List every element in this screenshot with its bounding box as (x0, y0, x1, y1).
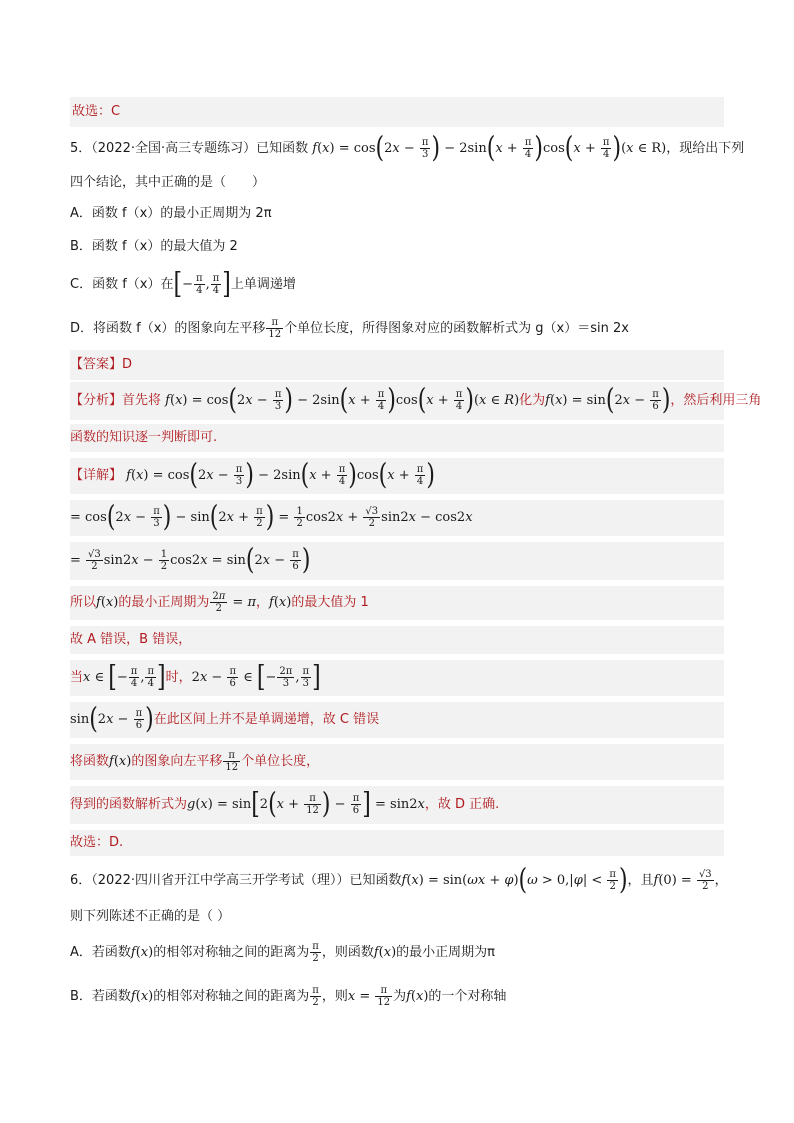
q6-option-b-mid2: ，则 (321, 989, 348, 1004)
when-mid: 时， (165, 670, 192, 685)
analysis-mid: 化为 (519, 393, 546, 408)
q6-option-a: A．若函数f(x)的相邻对称轴之间的距离为 $\frac{\pi}{2}$ ，则函数f(x)的最小正周期为π (70, 941, 495, 964)
period-pre: 所以 (70, 595, 97, 610)
not-mono-text: 在此区间上并不是单调递增，故 C 错误 (153, 712, 380, 727)
q5-option-d-post: 个单位长度，所得图象对应的函数解析式为 g（x）＝sin 2x (284, 321, 629, 336)
q6-lead: 6．（2022·四川省开江中学高三开学考试（理））已知函数 (70, 873, 402, 888)
q5-detail-3: = $\frac{√3}{2}$ sin2x − $\frac{1}{2}$ cos2x = sin(2x − $\frac{\pi}{6}$ ) (70, 542, 724, 580)
q5-line2-text: 四个结论，其中正确的是（ ） (70, 175, 266, 190)
q5-option-a (70, 203, 724, 225)
q5-function: f(x) = cos(2x − $\frac{\pi}{3}$ ) − 2sin(x + $\frac{\pi}{4}$ )cos(x + $\frac{\pi}{4}$ )(x ∈ R) (312, 131, 667, 165)
period-mid: 的最小正周期为 (118, 595, 210, 610)
result-pre: 得到的函数解析式为 (70, 797, 188, 812)
q5-option-b (70, 236, 724, 258)
q6-option-a-mid2: ，则函数 (321, 945, 374, 960)
max-text: 的最大值为 1 (291, 595, 369, 610)
q6-option-b-post: 为 (393, 989, 407, 1004)
when-pre: 当 (70, 670, 84, 685)
q5-detail-2: = cos(2x − $\frac{\pi}{3}$ ) − sin(2x + $\frac{\pi}{2}$ ) = $\frac{1}{2}$ cos2x + $\frac{√3}{2}$ sin2x − cos2x (70, 500, 724, 536)
q6-stem-line2 (70, 906, 724, 928)
q5-detail-period: 所以f(x)的最小正周期为 $\frac{2\pi}{2}$ = π，f(x)的最大值为 1 (70, 586, 724, 620)
analysis-line2-text: 函数的知识逐一判断即可. (70, 430, 218, 445)
prev-answer-text: 故选：C (72, 104, 121, 119)
q6-option-b: B．若函数f(x)的相邻对称轴之间的距离为 $\frac{\pi}{2}$ ，则x = $\frac{\pi}{12}$ 为f(x)的一个对称轴 (70, 985, 507, 1008)
q6-option-b-mid: 的相邻对称轴之间的距离为 (153, 989, 310, 1004)
q5-analysis: 【分析】首先将 f(x) = cos(2x − $\frac{\pi}{3}$ ) − 2sin(x + $\frac{\pi}{4}$ )cos(x + $\frac{\pi}{4}$ )(x ∈ R)化为f(x) = sin(2x − $\frac{\pi}{6}$ )，然后利用三角 (70, 382, 724, 420)
shift-post: 个单位长度， (241, 754, 320, 769)
q6-option-a-post: 的最小正周期为π (396, 945, 495, 960)
q5-final (70, 830, 724, 856)
q5-detail-result: 得到的函数解析式为g(x) = sin[2(x + $\frac{\pi}{12}$ ) − $\frac{\pi}{6}$ ] = sin2x，故 D 正确. (70, 786, 724, 824)
q5-option-d-pre: D．将函数 f（x）的图象向左平移 (70, 321, 266, 336)
answer-tag: 【答案】 (70, 357, 123, 372)
q5-option-a-text: A．函数 f（x）的最小正周期为 2π (70, 206, 272, 221)
period-post: ， (256, 595, 270, 610)
answer-value: D (122, 357, 133, 372)
wrong-ab-text: 故 A 错误，B 错误， (70, 632, 192, 647)
analysis-tag: 【分析】 (70, 393, 123, 408)
q5-option-b-text: B．函数 f（x）的最大值为 2 (70, 239, 238, 254)
q6-option-b-pre: B．若函数 (70, 989, 131, 1004)
q5-option-c (70, 267, 724, 301)
q6-stem: 6．（2022·四川省开江中学高三开学考试（理））已知函数f(x) = sin(ωx + φ)(ω > 0,|φ| < $\frac{\pi}{2}$ )，且f(0) = $\frac{√3}{2}$ ， (70, 863, 728, 897)
q6-option-b-end: 的一个对称轴 (428, 989, 507, 1004)
final-text: 故选：D. (70, 835, 124, 850)
q5-option-c-interval: [− $\frac{\pi}{4}$ , $\frac{\pi}{4}$ ] (173, 267, 231, 301)
q6-line2-text: 则下列陈述不正确的是（ ） (70, 909, 231, 924)
q5-stem-line2 (70, 172, 724, 194)
q5-detail-1: 【详解】 f(x) = cos(2x − $\frac{\pi}{3}$ ) − 2sin(x + $\frac{\pi}{4}$ )cos(x + $\frac{\pi}{4}$ ) (70, 458, 724, 494)
analysis-post: ，然后利用三角 (670, 393, 762, 408)
q6-option-a-mid: 的相邻对称轴之间的距离为 (153, 945, 310, 960)
q5-analysis-line2 (70, 424, 724, 452)
q5-detail-shift: 将函数f(x)的图象向左平移 $\frac{\pi}{12}$ 个单位长度， (70, 744, 724, 780)
q5-detail-not-mono: sin(2x − $\frac{\pi}{6}$ )在此区间上并不是单调递增，故 C 错误 (70, 702, 724, 738)
q5-option-c-post: 上单调递增 (230, 277, 296, 292)
q5-answer (70, 350, 724, 380)
prev-answer (70, 97, 724, 127)
result-post: ，故 D 正确. (424, 797, 500, 812)
detail-tag: 【详解】 (70, 468, 123, 483)
shift-pre: 将函数 (70, 754, 110, 769)
q5-option-d: D．将函数 f（x）的图象向左平移 $\frac{\pi}{12}$ 个单位长度，所得图象对应的函数解析式为 g（x）＝sin 2x (70, 317, 629, 340)
shift-mid: 的图象向左平移 (131, 754, 223, 769)
q5-lead: 5．（2022·全国·高三专题练习）已知函数 (70, 141, 309, 156)
q5-tail: ，现给出下列 (666, 141, 745, 156)
q6-option-a-pre: A．若函数 (70, 945, 131, 960)
q5-stem (70, 131, 745, 165)
q6-mid: ，且 (627, 873, 654, 888)
analysis-pre: 首先将 (122, 393, 162, 408)
q5-option-c-pre: C．函数 f（x）在 (70, 277, 174, 292)
q5-detail-wrong-ab (70, 626, 724, 654)
q5-detail-when: 当x ∈ [− $\frac{\pi}{4}$ , $\frac{\pi}{4}$ ]时，2x − $\frac{\pi}{6}$ ∈ [− $\frac{2\pi}{3}$ , $\frac{\pi}{3}$ ] (70, 660, 724, 696)
